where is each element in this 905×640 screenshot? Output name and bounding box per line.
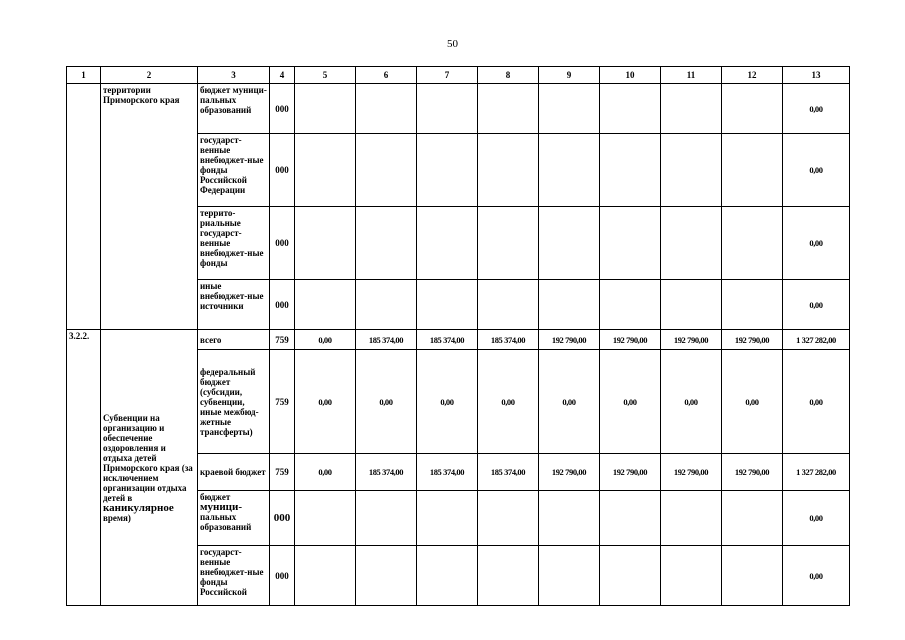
column-header: 5: [295, 67, 356, 84]
value-cell: [600, 546, 661, 606]
row-label-text: Субвенции на организацию и обеспечение оздоровления и отдыха детей Приморского края (за исключением организации отдыха детей в: [103, 412, 193, 503]
column-header: 12: [722, 67, 783, 84]
value-cell: 192 790,00: [600, 330, 661, 350]
value-cell: 192 790,00: [600, 454, 661, 491]
code-cell: 000: [270, 134, 295, 207]
column-header: 11: [661, 67, 722, 84]
column-header: 1: [67, 67, 101, 84]
value-cell: [356, 546, 417, 606]
table-row: [67, 330, 850, 350]
value-cell: [478, 84, 539, 134]
column-header: 7: [417, 67, 478, 84]
row-label-text-large: каникулярное: [103, 501, 174, 514]
column-header: 2: [101, 67, 198, 84]
value-cell: [417, 491, 478, 546]
value-cell: [539, 280, 600, 330]
value-cell: 0,00: [661, 350, 722, 454]
value-cell: 192 790,00: [539, 454, 600, 491]
value-cell: 0,00: [539, 350, 600, 454]
value-cell: 192 790,00: [722, 454, 783, 491]
source-text-end: пальных образований: [200, 512, 252, 532]
page-number: 50: [447, 38, 458, 50]
value-cell: [356, 84, 417, 134]
column-header: 8: [478, 67, 539, 84]
source-cell: государст-венные внебюджет-ные фонды Российской: [198, 546, 270, 606]
value-cell: [539, 134, 600, 207]
source-cell: иные внебюджет-ные источники: [198, 280, 270, 330]
value-cell: [539, 546, 600, 606]
source-cell: всего: [198, 330, 270, 350]
row-label: [101, 330, 198, 606]
value-cell: 185 374,00: [356, 330, 417, 350]
code-cell: 759: [270, 330, 295, 350]
budget-table: [66, 66, 850, 606]
source-text-large: муници-: [200, 501, 243, 513]
value-cell: [600, 84, 661, 134]
value-cell: [356, 280, 417, 330]
source-cell: бюджет муници-пальных образований: [198, 84, 270, 134]
value-cell: 0,00: [356, 350, 417, 454]
source-cell: государст-венные внебюджет-ные фонды Российской Федерации: [198, 134, 270, 207]
value-cell: 0,00: [600, 350, 661, 454]
value-cell: [539, 207, 600, 280]
code-cell: 000: [270, 546, 295, 606]
value-cell: 0,00: [295, 454, 356, 491]
table-row: [67, 84, 850, 134]
value-cell: [295, 491, 356, 546]
value-cell: [661, 491, 722, 546]
row-label: территории Приморского края: [101, 84, 198, 330]
value-cell: 192 790,00: [661, 330, 722, 350]
total-cell: 1 327 282,00: [783, 330, 850, 350]
value-cell: [356, 134, 417, 207]
total-cell: 0,00: [783, 350, 850, 454]
value-cell: [295, 280, 356, 330]
code-cell: 000: [270, 84, 295, 134]
value-cell: 0,00: [295, 350, 356, 454]
value-cell: [417, 134, 478, 207]
column-header: 3: [198, 67, 270, 84]
value-cell: [722, 546, 783, 606]
code-cell: 759: [270, 350, 295, 454]
value-cell: 185 374,00: [417, 330, 478, 350]
total-cell: 1 327 282,00: [783, 454, 850, 491]
header-row: [67, 67, 850, 84]
value-cell: [539, 84, 600, 134]
column-header: 13: [783, 67, 850, 84]
value-cell: [295, 546, 356, 606]
total-cell: 0,00: [783, 491, 850, 546]
source-cell: террито-риальные государст-венные внебюджет-ные фонды: [198, 207, 270, 280]
column-header: 4: [270, 67, 295, 84]
value-cell: 185 374,00: [417, 454, 478, 491]
source-text: бюджет: [200, 492, 231, 502]
value-cell: [478, 546, 539, 606]
value-cell: [600, 134, 661, 207]
value-cell: [478, 134, 539, 207]
value-cell: 0,00: [478, 350, 539, 454]
code-cell: 759: [270, 454, 295, 491]
value-cell: [722, 280, 783, 330]
value-cell: 0,00: [722, 350, 783, 454]
code-cell: 000: [270, 207, 295, 280]
value-cell: [661, 134, 722, 207]
value-cell: [539, 491, 600, 546]
source-cell: федеральный бюджет (субсидии, субвенции, иные межбюд-жетные трансферты): [198, 350, 270, 454]
value-cell: [417, 546, 478, 606]
source-cell: [198, 491, 270, 546]
column-header: 6: [356, 67, 417, 84]
value-cell: [722, 84, 783, 134]
value-cell: 192 790,00: [539, 330, 600, 350]
row-number: 3.2.2.: [67, 330, 101, 606]
code-cell: 000: [270, 491, 295, 546]
value-cell: 185 374,00: [356, 454, 417, 491]
value-cell: [417, 84, 478, 134]
column-header: 10: [600, 67, 661, 84]
value-cell: [661, 84, 722, 134]
code-cell: 000: [270, 280, 295, 330]
value-cell: [600, 280, 661, 330]
value-cell: [417, 280, 478, 330]
value-cell: [295, 134, 356, 207]
value-cell: [356, 491, 417, 546]
total-cell: 0,00: [783, 546, 850, 606]
total-cell: 0,00: [783, 84, 850, 134]
value-cell: [600, 491, 661, 546]
value-cell: 192 790,00: [661, 454, 722, 491]
value-cell: [478, 280, 539, 330]
row-label-text-end: время): [103, 512, 131, 523]
value-cell: 192 790,00: [722, 330, 783, 350]
column-header: 9: [539, 67, 600, 84]
value-cell: 185 374,00: [478, 330, 539, 350]
value-cell: [417, 207, 478, 280]
value-cell: [600, 207, 661, 280]
value-cell: [478, 207, 539, 280]
value-cell: [661, 207, 722, 280]
total-cell: 0,00: [783, 280, 850, 330]
value-cell: [356, 207, 417, 280]
value-cell: [295, 84, 356, 134]
value-cell: [478, 491, 539, 546]
value-cell: 0,00: [295, 330, 356, 350]
value-cell: [661, 280, 722, 330]
value-cell: [295, 207, 356, 280]
total-cell: 0,00: [783, 207, 850, 280]
row-number: [67, 84, 101, 330]
value-cell: 185 374,00: [478, 454, 539, 491]
value-cell: [722, 207, 783, 280]
value-cell: 0,00: [417, 350, 478, 454]
value-cell: [722, 491, 783, 546]
value-cell: [722, 134, 783, 207]
total-cell: 0,00: [783, 134, 850, 207]
source-cell: краевой бюджет: [198, 454, 270, 491]
value-cell: [661, 546, 722, 606]
